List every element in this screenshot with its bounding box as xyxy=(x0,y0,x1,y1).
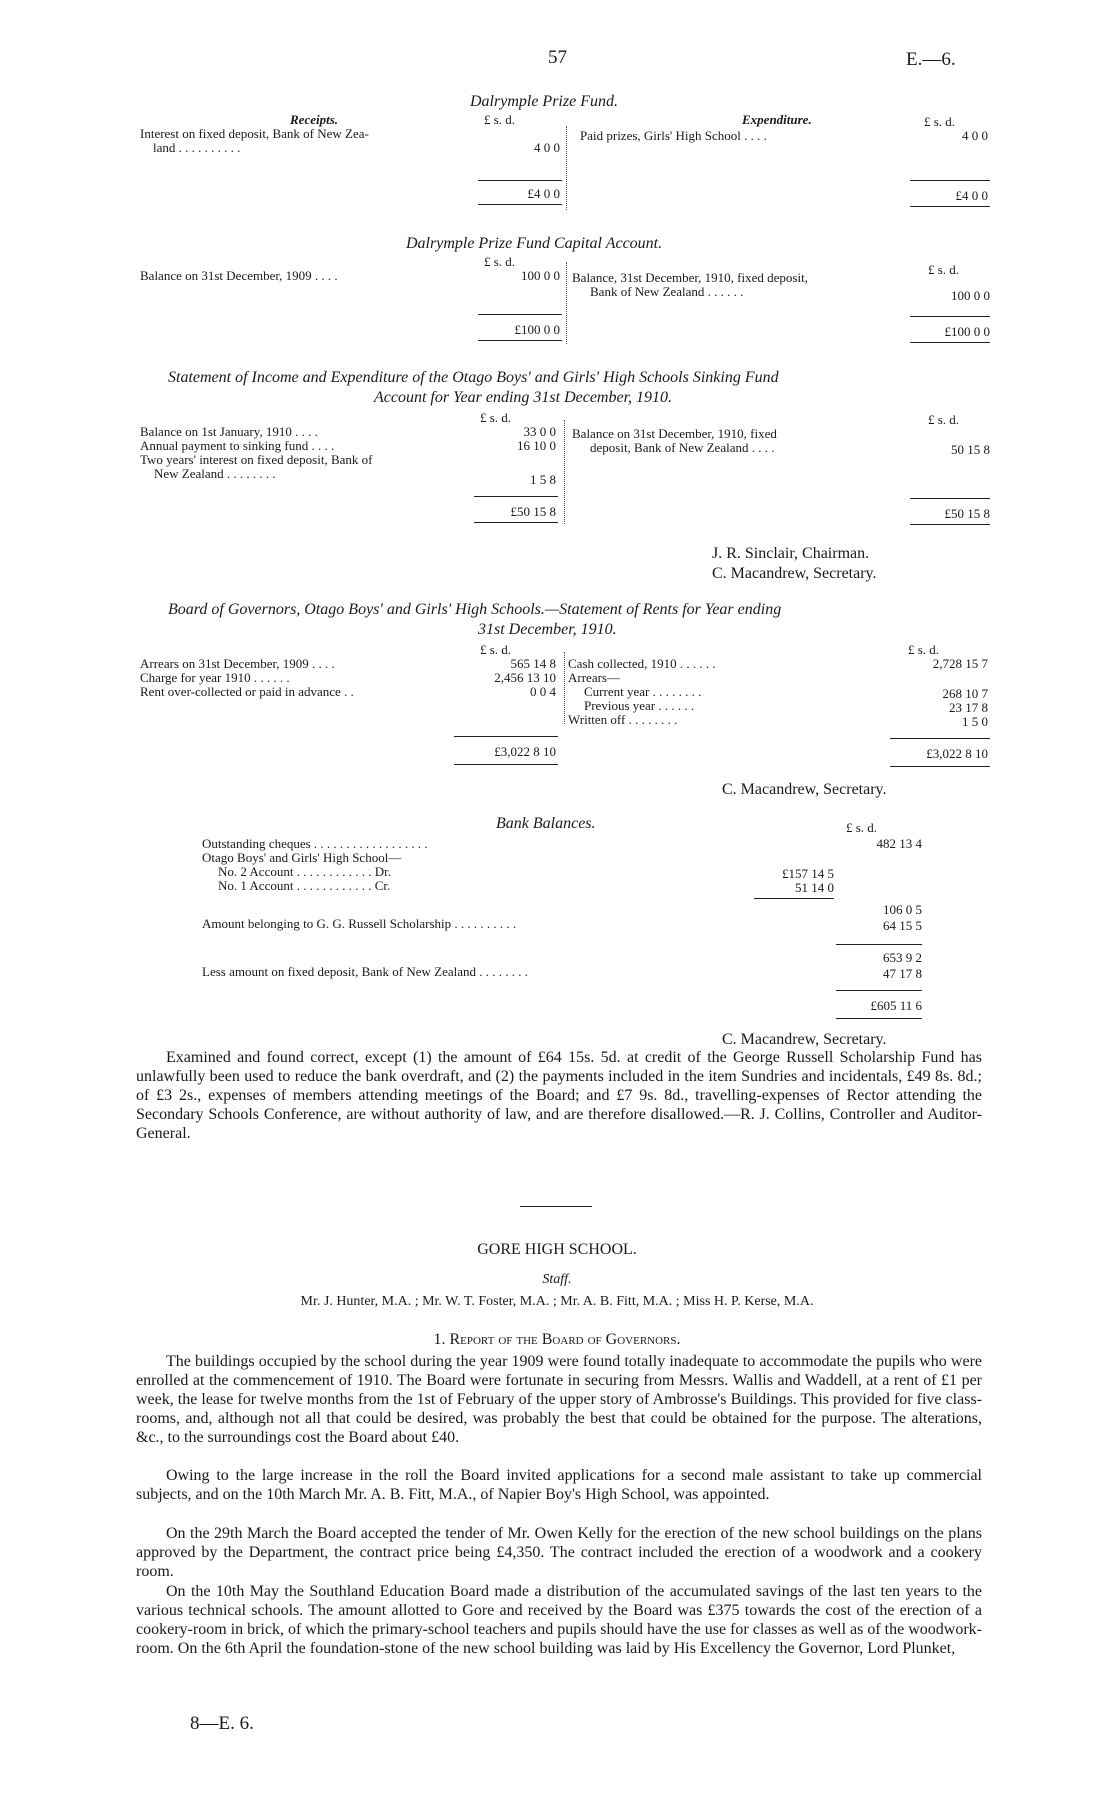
expenditure-line: Balance, 31st December, 1910, fixed deposit, xyxy=(572,270,808,285)
expenditure-line: Written off . . . . . . . . xyxy=(568,712,678,727)
receipts-total: £4 0 0 xyxy=(527,186,560,201)
receipt-line: Balance on 31st December, 1909 . . . . xyxy=(140,268,338,283)
expenditure-value: 50 15 8 xyxy=(951,442,990,457)
receipt-line: Two years' interest on fixed deposit, Bank of xyxy=(140,452,373,467)
bank-subvalue: 51 14 0 xyxy=(795,880,834,895)
receipt-value: 1 5 8 xyxy=(530,472,556,487)
expenditure-value: 4 0 0 xyxy=(962,128,988,143)
receipts-total: £50 15 8 xyxy=(510,504,556,519)
expenditure-heading: Expenditure. xyxy=(742,112,812,127)
bank-line: Otago Boys' and Girls' High School— xyxy=(202,850,402,865)
receipt-line: land . . . . . . . . . . xyxy=(153,140,241,155)
sinking-title: Statement of Income and Expenditure of the Otago Boys' and Girls' High Schools Sinking Fund xyxy=(168,369,779,386)
expenditure-value: 2,728 15 7 xyxy=(932,656,988,671)
signature-secretary: C. Macandrew, Secretary. xyxy=(722,781,887,798)
expenditure-total: £100 0 0 xyxy=(944,324,990,339)
bank-value: 482 13 4 xyxy=(876,836,922,851)
expenditure-value: 268 10 7 xyxy=(942,686,988,701)
bank-line: Outstanding cheques . . . . . . . . . . . . . . . . . . xyxy=(202,836,428,851)
receipt-value: 4 0 0 xyxy=(534,140,560,155)
receipt-line: Rent over-collected or paid in advance . . xyxy=(140,684,354,699)
expenditure-line: Paid prizes, Girls' High School . . . . xyxy=(580,128,767,143)
expenditure-line: Cash collected, 1910 . . . . . . xyxy=(568,656,716,671)
capital-title: Dalrymple Prize Fund Capital Account. xyxy=(406,235,663,252)
expenditure-line: deposit, Bank of New Zealand . . . . xyxy=(590,440,775,455)
bank-total: £605 11 6 xyxy=(870,998,922,1013)
expenditure-total: £4 0 0 xyxy=(955,188,988,203)
rents-title: 31st December, 1910. xyxy=(478,621,617,638)
receipt-value: 565 14 8 xyxy=(510,656,556,671)
lsd-header: £ s. d. xyxy=(484,112,516,127)
bank-value: 653 9 2 xyxy=(883,950,922,965)
staff-list: Mr. J. Hunter, M.A. ; Mr. W. T. Foster, M.A. ; Mr. A. B. Fitt, M.A. ; Miss H. P. Kerse, M.A. xyxy=(300,1294,814,1309)
receipts-total: £3,022 8 10 xyxy=(494,744,556,759)
receipt-line: Interest on fixed deposit, Bank of New Zea- xyxy=(140,126,369,141)
dalrymple-title: Dalrymple Prize Fund. xyxy=(470,93,618,110)
receipt-line: Balance on 1st January, 1910 . . . . xyxy=(140,424,318,439)
receipt-value: 100 0 0 xyxy=(521,268,560,283)
receipt-value: 33 0 0 xyxy=(523,424,556,439)
page-number: 57 xyxy=(548,47,567,68)
bank-line: No. 1 Account . . . . . . . . . . . . Cr. xyxy=(218,878,391,893)
lsd-header: £ s. d. xyxy=(480,410,512,425)
bank-value: 64 15 5 xyxy=(883,918,922,933)
expenditure-line: Current year . . . . . . . . xyxy=(584,684,702,699)
staff-heading: Staff. xyxy=(542,1272,572,1287)
section-title: GORE HIGH SCHOOL. xyxy=(477,1241,637,1258)
lsd-header: £ s. d. xyxy=(484,254,516,269)
expenditure-line: Bank of New Zealand . . . . . . xyxy=(590,284,744,299)
bank-line: No. 2 Account . . . . . . . . . . . . Dr. xyxy=(218,864,391,879)
expenditure-value: 23 17 8 xyxy=(949,700,988,715)
document-code: E.—6. xyxy=(906,49,956,70)
receipt-line: Charge for year 1910 . . . . . . xyxy=(140,670,290,685)
lsd-header: £ s. d. xyxy=(924,114,956,129)
lsd-header: £ s. d. xyxy=(908,642,940,657)
report-paragraph: The buildings occupied by the school during the year 1909 were found totally inadequate to accommodate the pupils who were enrolled at the commencement of 1910. The Board were fortunate in securing from Messrs. Wallis and Waddell, at a rent of £1 per week, the lease for twelve months from the 1st of February of the upper story of Ambrosse's Buildings. This provided for five class-rooms, and, although not all that could be desired, was probably the best that could be obtained for the purpose. The alterations, &c., to the surroundings cost the Board about £40. xyxy=(136,1353,982,1446)
footer-signature: 8—E. 6. xyxy=(190,1713,254,1734)
lsd-header: £ s. d. xyxy=(480,642,512,657)
report-paragraph: Owing to the large increase in the roll the Board invited applications for a second male assistant to take up commercial subjects, and on the 10th March Mr. A. B. Fitt, M.A., of Napier Boy's High School, was appointed. xyxy=(136,1467,982,1503)
audit-paragraph: Examined and found correct, except (1) the amount of £64 15s. 5d. at credit of the George Russell Scholarship Fund has unlawfully been used to reduce the bank overdraft, and (2) the payments included in the item Sundries and incidentals, £49 8s. 8d.; of £3 2s., expenses of members attending meetings of the Board; and £7 9s. 8d., travelling-expenses of Rector attending the Secondary Schools Conference, are without authority of law, and are therefore disallowed.—R. J. Collins, Controller and Auditor-General. xyxy=(136,1049,982,1142)
bank-line: Less amount on fixed deposit, Bank of New Zealand . . . . . . . . xyxy=(202,964,529,979)
receipt-line: Arrears on 31st December, 1909 . . . . xyxy=(140,656,335,671)
expenditure-line: Previous year . . . . . . xyxy=(584,698,695,713)
report-heading: 1. Report of the Board of Governors. xyxy=(433,1331,681,1348)
expenditure-value: 100 0 0 xyxy=(951,288,990,303)
expenditure-total: £3,022 8 10 xyxy=(926,746,988,761)
expenditure-total: £50 15 8 xyxy=(944,506,990,521)
expenditure-value: 1 5 0 xyxy=(962,714,988,729)
report-paragraph: On the 29th March the Board accepted the tender of Mr. Owen Kelly for the erection of the new school buildings on the plans approved by the Department, the contract price being £4,350. The contract included the erection of a woodwork and a cookery room. xyxy=(136,1525,982,1580)
signature-secretary: C. Macandrew, Secretary. xyxy=(722,1031,887,1048)
expenditure-line: Arrears— xyxy=(568,670,620,685)
report-paragraph: On the 10th May the Southland Education Board made a distribution of the accumulated savings of the last ten years to the various technical schools. The amount allotted to Gore and received by the Board was £375 towards the cost of the erection of a cookery-room in brick, of which the primary-school teachers and pupils should have the use for classes as well as of the woodwork-room. On the 6th April the foundation-stone of the new school building was laid by His Excellency the Governor, Lord Plunket, xyxy=(136,1583,982,1657)
bank-value: 47 17 8 xyxy=(883,966,922,981)
lsd-header: £ s. d. xyxy=(846,820,878,835)
signature-chairman: J. R. Sinclair, Chairman. xyxy=(712,545,870,562)
sinking-title: Account for Year ending 31st December, 1910. xyxy=(374,389,673,406)
receipts-total: £100 0 0 xyxy=(514,322,560,337)
receipt-line: Annual payment to sinking fund . . . . xyxy=(140,438,335,453)
lsd-header: £ s. d. xyxy=(928,412,960,427)
bank-subvalue: £157 14 5 xyxy=(782,866,834,881)
receipt-value: 0 0 4 xyxy=(530,684,556,699)
bank-title: Bank Balances. xyxy=(496,815,596,832)
receipt-value: 16 10 0 xyxy=(517,438,556,453)
receipt-value: 2,456 13 10 xyxy=(494,670,556,685)
lsd-header: £ s. d. xyxy=(928,262,960,277)
receipts-heading: Receipts. xyxy=(290,112,339,127)
receipt-line: New Zealand . . . . . . . . xyxy=(154,466,276,481)
signature-secretary: C. Macandrew, Secretary. xyxy=(712,565,877,582)
rents-title: Board of Governors, Otago Boys' and Girls' High Schools.—Statement of Rents for Year ending xyxy=(168,601,782,618)
expenditure-line: Balance on 31st December, 1910, fixed xyxy=(572,426,777,441)
bank-line: Amount belonging to G. G. Russell Scholarship . . . . . . . . . . xyxy=(202,916,517,931)
bank-value: 106 0 5 xyxy=(883,902,922,917)
